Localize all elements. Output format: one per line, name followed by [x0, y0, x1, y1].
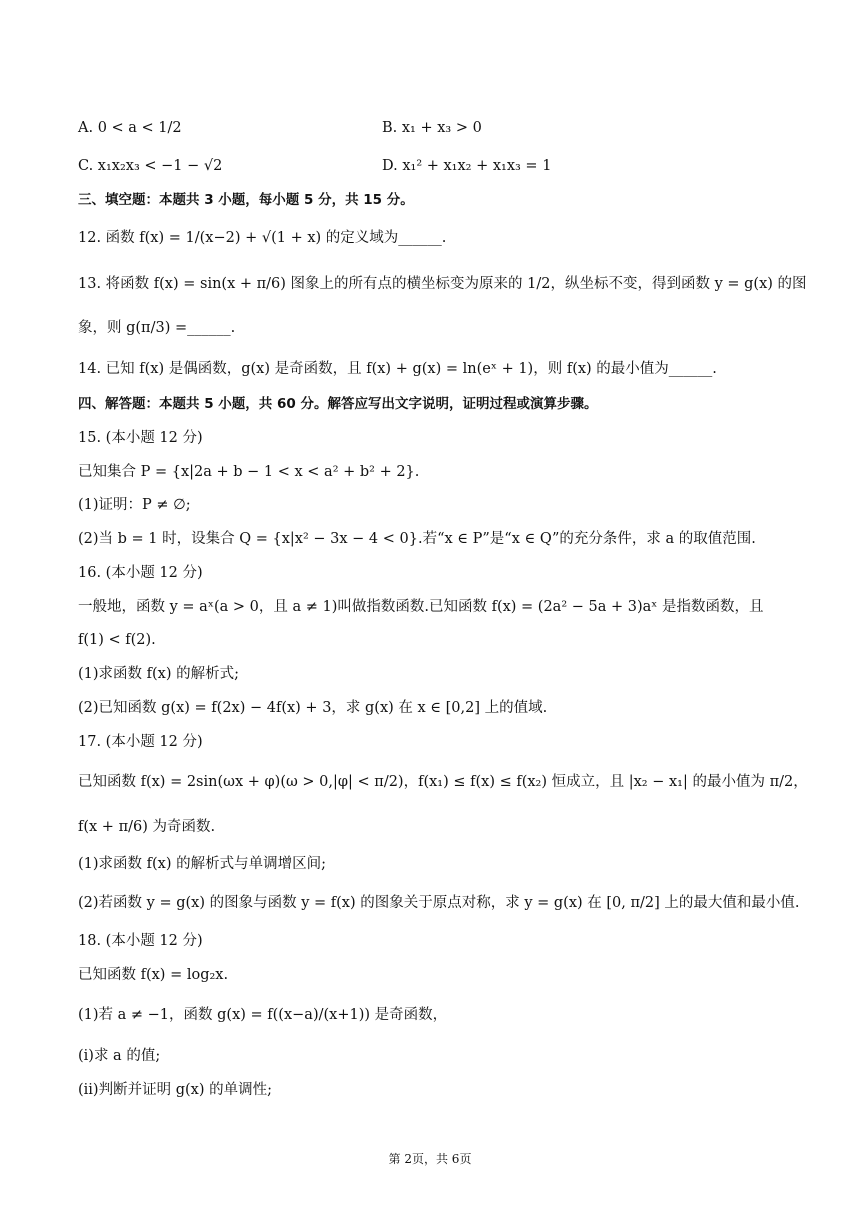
page-footer: 第 2页，共 6页 [388, 1152, 472, 1166]
question-16-part1: (1)求函数 f(x) 的解析式; [78, 666, 240, 682]
question-17-stem-line1: 已知函数 f(x) = 2sin(ωx + φ)(ω > 0,|φ| < π/2)，f(x₁) ≤ f(x) ≤ f(x₂) 恒成立，且 |x₂ − x₁| 的最小值为 π/2， [78, 774, 808, 790]
option-a: A. 0 < a < 1/2 [78, 120, 182, 136]
question-17-part1: (1)求函数 f(x) 的解析式与单调增区间; [78, 856, 326, 872]
question-18-title: 18. (本小题 12 分) [78, 933, 203, 949]
question-17-stem-line2: f(x + π/6) 为奇函数. [78, 819, 216, 835]
question-13-line1: 13. 将函数 f(x) = sin(x + π/6) 图象上的所有点的横坐标变为原来的 1/2，纵坐标不变，得到函数 y = g(x) 的图 [78, 276, 807, 292]
question-14: 14. 已知 f(x) 是偶函数，g(x) 是奇函数，且 f(x) + g(x) = ln(eˣ + 1)，则 f(x) 的最小值为______. [78, 361, 717, 377]
section-4-heading: 四、解答题：本题共 5 小题，共 60 分。解答应写出文字说明，证明过程或演算步骤。 [78, 396, 598, 412]
option-c: C. x₁x₂x₃ < −1 − √2 [78, 158, 223, 174]
option-d: D. x₁² + x₁x₂ + x₁x₃ = 1 [382, 158, 552, 174]
question-15-part1: (1)证明：P ≠ ∅; [78, 497, 191, 513]
question-16-stem-line1: 一般地，函数 y = aˣ(a > 0，且 a ≠ 1)叫做指数函数.已知函数 f(x) = (2a² − 5a + 3)aˣ 是指数函数，且 [78, 599, 764, 615]
question-18-part1-ii: (ⅱ)判断并证明 g(x) 的单调性; [78, 1082, 272, 1098]
question-12: 12. 函数 f(x) = 1/(x−2) + √(1 + x) 的定义域为______. [78, 230, 447, 246]
question-17-title: 17. (本小题 12 分) [78, 734, 203, 750]
question-18-part1: (1)若 a ≠ −1，函数 g(x) = f((x−a)/(x+1)) 是奇函数， [78, 1007, 448, 1023]
question-15-part2: (2)当 b = 1 时，设集合 Q = {x|x² − 3x − 4 < 0}.若“x ∈ P”是“x ∈ Q”的充分条件，求 a 的取值范围. [78, 531, 756, 547]
question-18-part1-i: (ⅰ)求 a 的值; [78, 1048, 161, 1064]
question-15-title: 15. (本小题 12 分) [78, 430, 203, 446]
section-3-heading: 三、填空题：本题共 3 小题，每小题 5 分，共 15 分。 [78, 192, 414, 208]
question-17-part2: (2)若函数 y = g(x) 的图象与函数 y = f(x) 的图象关于原点对称，求 y = g(x) 在 [0, π/2] 上的最大值和最小值. [78, 895, 800, 911]
option-b: B. x₁ + x₃ > 0 [382, 120, 482, 136]
question-15-stem: 已知集合 P = {x|2a + b − 1 < x < a² + b² + 2}. [78, 464, 420, 480]
question-16-part2: (2)已知函数 g(x) = f(2x) − 4f(x) + 3，求 g(x) 在 x ∈ [0,2] 上的值域. [78, 700, 548, 716]
question-18-stem: 已知函数 f(x) = log₂x. [78, 967, 229, 983]
question-16-stem-line2: f(1) < f(2). [78, 632, 156, 648]
question-13-line2: 象，则 g(π/3) =______. [78, 320, 236, 336]
question-16-title: 16. (本小题 12 分) [78, 565, 203, 581]
